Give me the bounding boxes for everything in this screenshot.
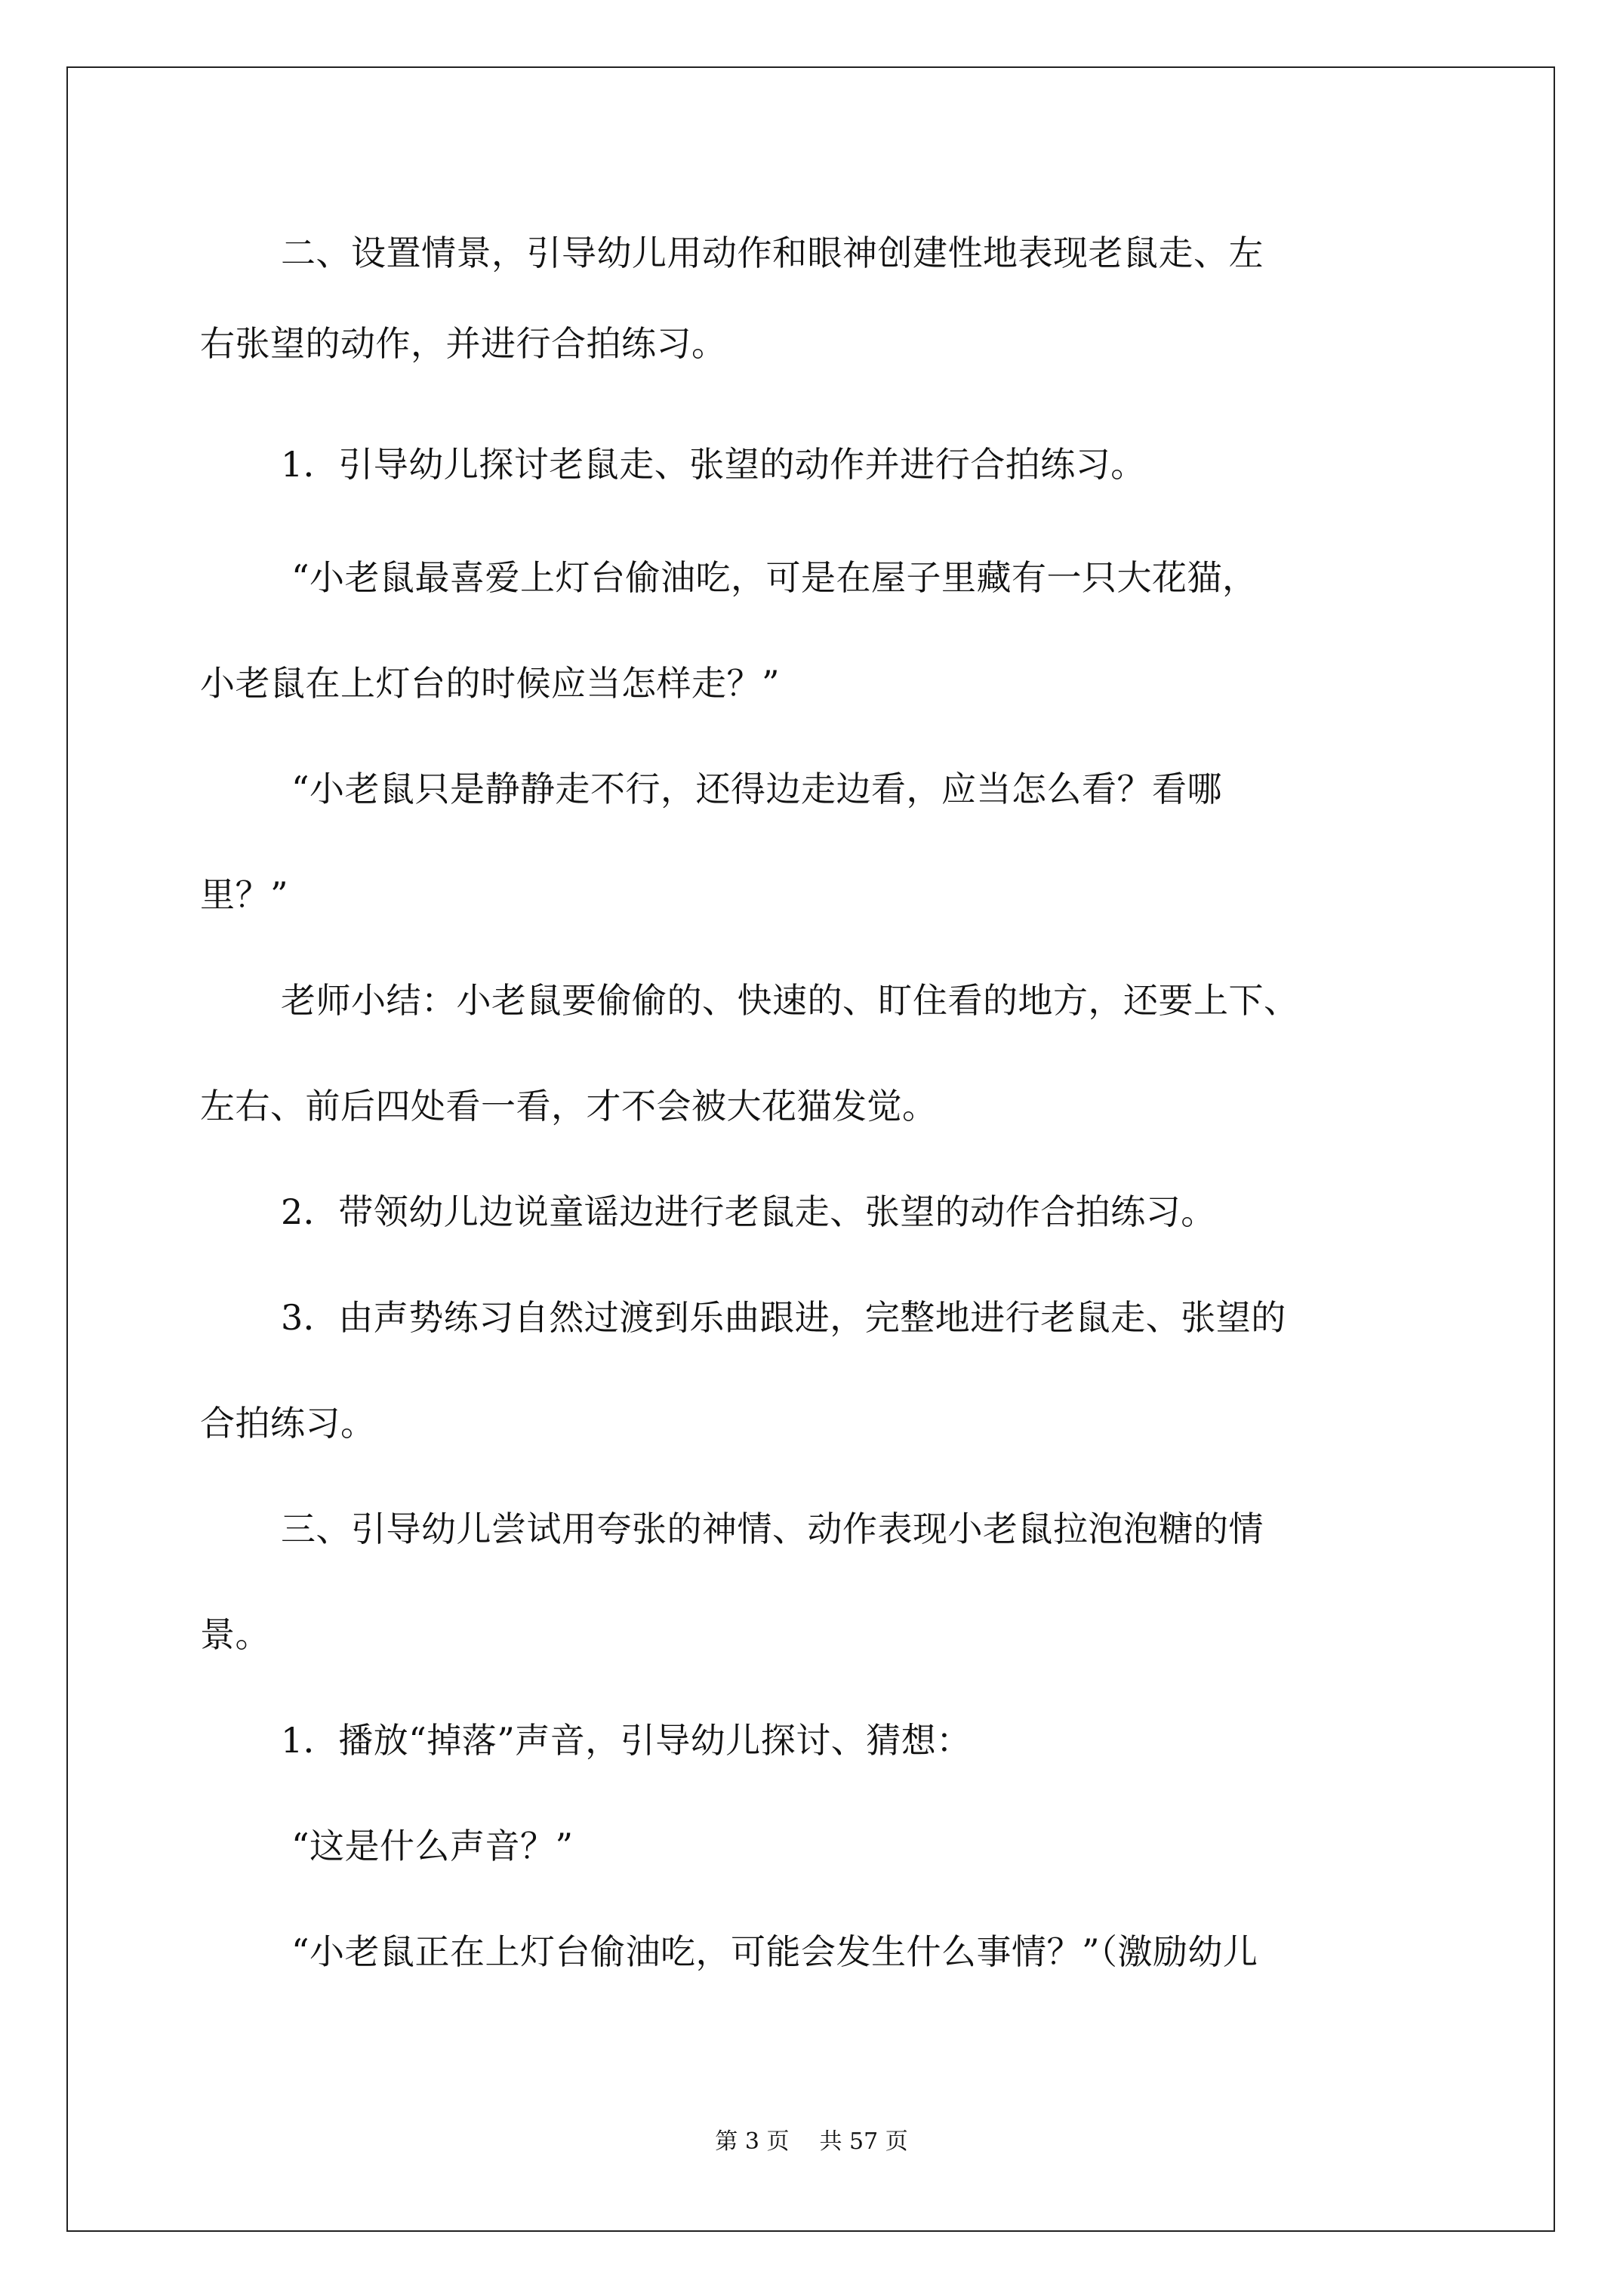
page-total: 共 57 页 (819, 2128, 908, 2155)
text-line: “小老鼠正在上灯台偷油吃，可能会发生什么事情？”（激励幼儿 (291, 1931, 1258, 1972)
text-line: 2．带领幼儿边说童谣边进行老鼠走、张望的动作合拍练习。 (281, 1191, 1216, 1232)
text-line: “小老鼠最喜爱上灯台偷油吃，可是在屋子里藏有一只大花猫， (291, 557, 1258, 598)
text-line: 合拍练习。 (200, 1403, 376, 1444)
text-line: 右张望的动作，并进行合拍练习。 (200, 323, 727, 364)
text-line: “这是什么声音？” (291, 1826, 574, 1866)
text-line: 三、引导幼儿尝试用夸张的神情、动作表现小老鼠拉泡泡糖的情 (281, 1509, 1264, 1549)
text-line: “小老鼠只是静静走不行，还得边走边看，应当怎么看？看哪 (291, 769, 1223, 809)
text-line: 1．播放“掉落”声音，引导幼儿探讨、猜想： (281, 1720, 972, 1761)
text-line: 左右、前后四处看一看，才不会被大花猫发觉。 (200, 1086, 938, 1126)
page-number: 第 3 页 (715, 2128, 790, 2155)
text-line: 里？” (200, 874, 289, 915)
text-line: 二、设置情景，引导幼儿用动作和眼神创建性地表现老鼠走、左 (281, 233, 1264, 273)
text-line: 老师小结：小老鼠要偷偷的、快速的、盯住看的地方，还要上下、 (281, 980, 1299, 1021)
text-line: 小老鼠在上灯台的时候应当怎样走？” (200, 663, 781, 704)
text-line: 景。 (200, 1614, 270, 1655)
page-footer (0, 2127, 1623, 2157)
text-line: 1．引导幼儿探讨老鼠走、张望的动作并进行合拍练习。 (281, 444, 1146, 485)
text-line: 3．由声势练习自然过渡到乐曲跟进，完整地进行老鼠走、张望的 (281, 1297, 1286, 1338)
